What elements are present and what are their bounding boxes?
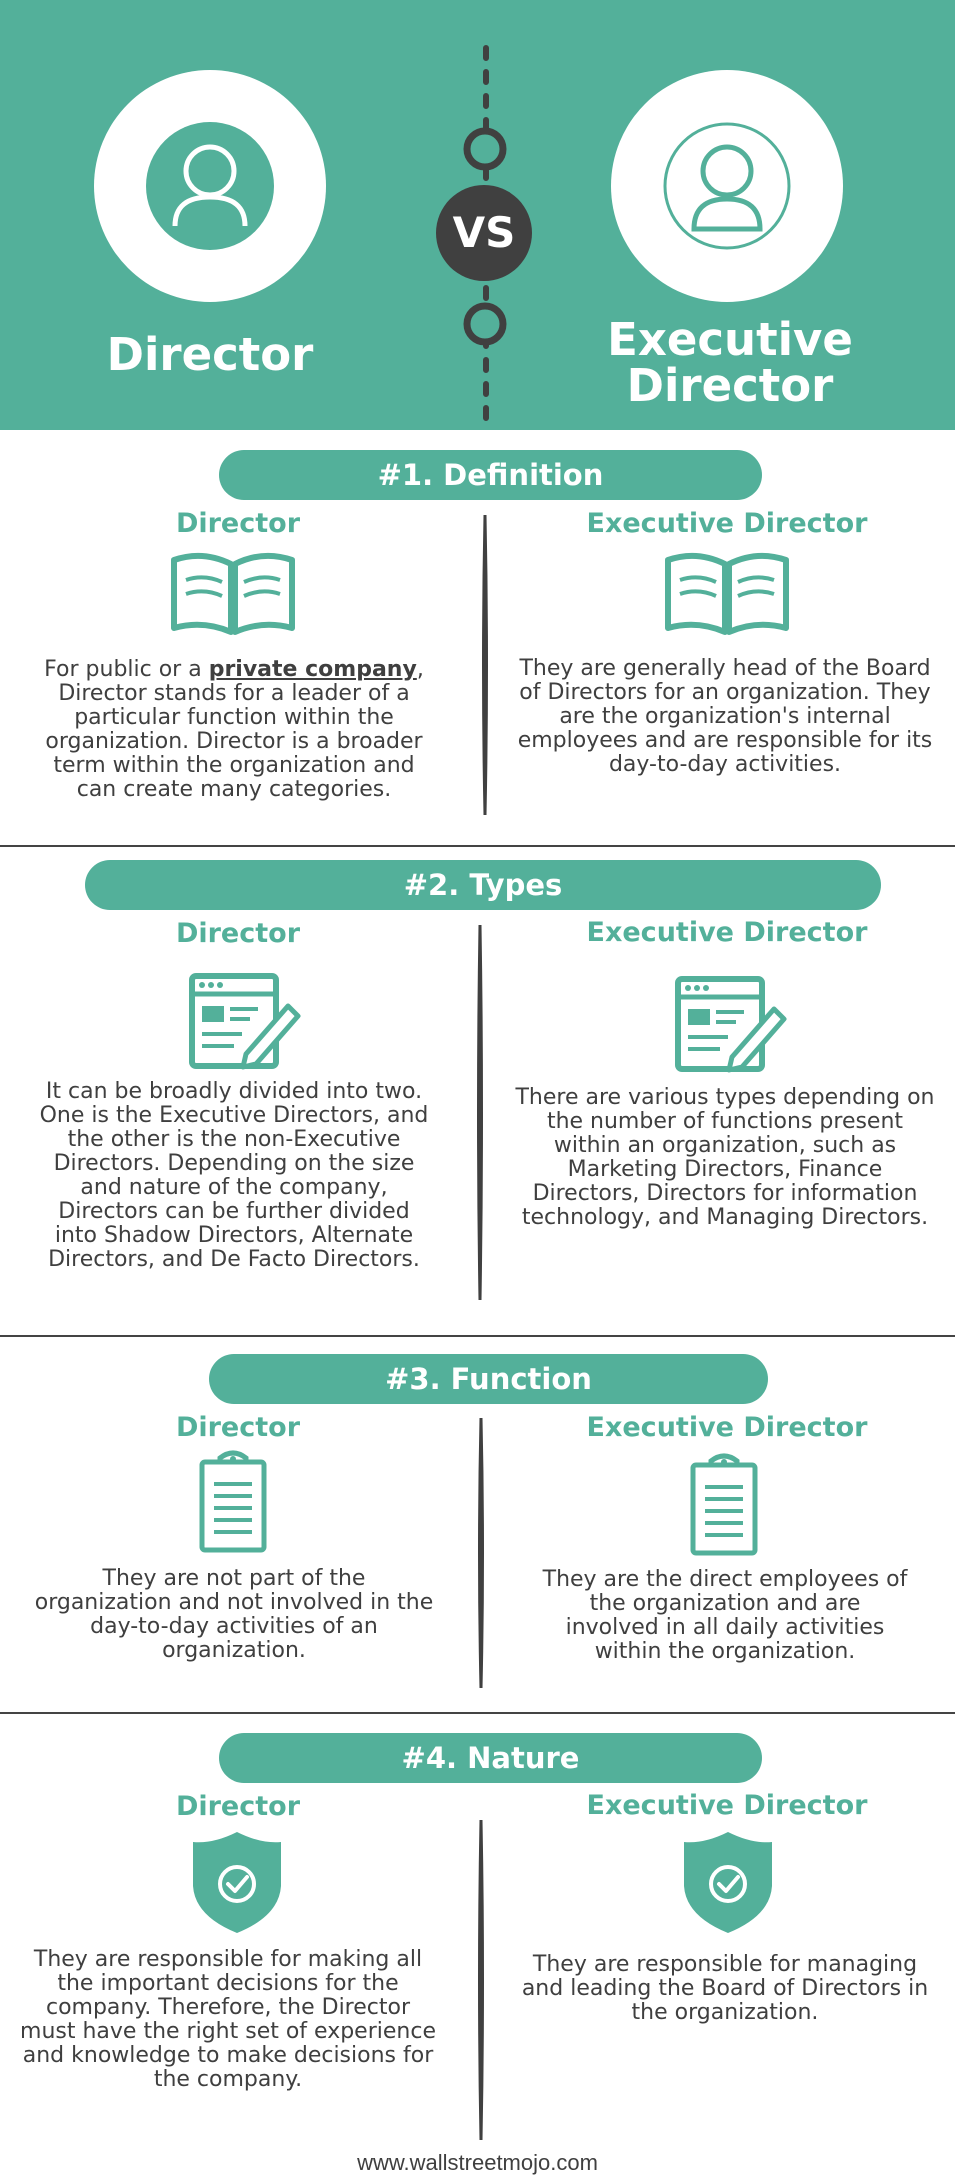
function-director-text: They are not part of the organization and not involved in the day-to-day activities of an organization. <box>34 1566 434 1663</box>
types-director-heading: Director <box>175 918 301 949</box>
hero-title-line1: Executive <box>607 313 853 366</box>
hero-title-line2: Director <box>626 359 834 412</box>
definition-director-text <box>34 658 434 802</box>
clipboard-icon <box>689 1453 759 1557</box>
hero-banner <box>0 0 955 430</box>
definition-executive-heading: Executive Director <box>586 508 868 539</box>
function-executive-heading: Executive Director <box>586 1412 868 1443</box>
clipboard-icon <box>198 1450 268 1554</box>
vs-ring-bottom <box>461 300 509 348</box>
nature-executive-text: They are responsible for managing and leading the Board of Directors in the organization. <box>521 1952 929 2025</box>
types-director-text: It can be broadly divided into two. One is the Executive Directors, and the other is the non-Executive Directors. Depending on the size and nature of the company, Directors can be further divided into Shadow Directors, Alternate Directors, and De Facto Directors. <box>39 1079 429 1272</box>
column-separator <box>480 515 490 815</box>
column-separator <box>475 925 485 1300</box>
vs-ring-top <box>461 125 509 173</box>
shield-check-icon <box>682 1830 774 1935</box>
definition-text-prefix: For public or a <box>44 657 209 682</box>
column-separator <box>476 1418 486 1688</box>
section-divider <box>0 1712 955 1714</box>
section-title-function: #3. Function <box>209 1354 768 1404</box>
nature-director-heading: Director <box>175 1791 301 1822</box>
nature-director-text: They are responsible for making all the important decisions for the company. Therefore, the Director must have the right set of experience and knowledge to make decisions for the company. <box>20 1947 436 2092</box>
section-title-nature: #4. Nature <box>219 1733 762 1783</box>
hero-title-director: Director <box>106 328 314 381</box>
executive-director-avatar-circle <box>611 70 843 302</box>
footer-website: www.wallstreetmojo.com <box>357 2150 598 2175</box>
vs-badge: VS <box>436 185 532 281</box>
types-executive-heading: Executive Director <box>586 917 868 948</box>
nature-executive-heading: Executive Director <box>586 1790 868 1821</box>
section-title-definition: #1. Definition <box>219 450 762 500</box>
function-executive-text: They are the direct employees of the organization and are involved in all daily activities within the organization. <box>542 1567 908 1664</box>
director-avatar-circle <box>94 70 326 302</box>
definition-text-suffix: , Director stands for a leader of a particular function within the organization. Director is a broader term within the organization and can create many categories. <box>45 657 424 802</box>
definition-director-heading: Director <box>175 508 301 539</box>
document-edit-icon <box>188 972 303 1072</box>
column-separator <box>476 1820 486 2140</box>
section-divider <box>0 1335 955 1337</box>
types-executive-text: There are various types depending on the number of functions present within an organization, such as Marketing Directors, Finance Directors, Directors for information technology, and Managing Directors. <box>515 1085 935 1230</box>
shield-check-icon <box>191 1830 283 1935</box>
user-outline-icon <box>662 121 792 251</box>
function-director-heading: Director <box>175 1412 301 1443</box>
open-book-icon <box>168 550 298 640</box>
section-divider <box>0 845 955 847</box>
private-company-link[interactable]: private company <box>208 657 417 682</box>
hero-title-executive-director <box>580 313 880 412</box>
document-edit-icon <box>674 975 789 1075</box>
user-icon <box>145 121 275 251</box>
definition-executive-text: They are generally head of the Board of Directors for an organization. They are the organization's internal employees and are responsible for its day-to-day activities. <box>517 656 933 777</box>
section-title-types: #2. Types <box>85 860 881 910</box>
open-book-icon <box>662 550 792 640</box>
